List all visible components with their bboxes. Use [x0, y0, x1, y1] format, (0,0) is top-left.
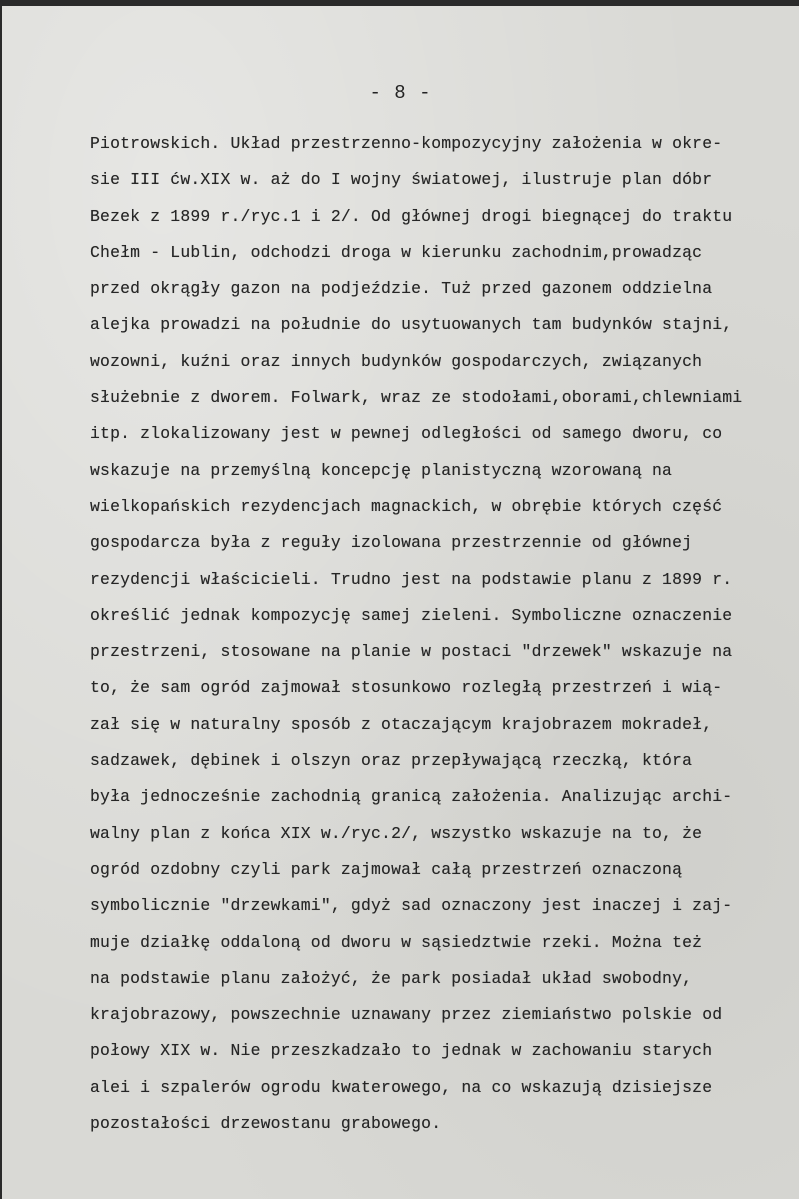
- text-line: sie III ćw.XIX w. aż do I wojny światowej, ilustruje plan dóbr: [90, 170, 713, 190]
- page-number: - 8 -: [369, 82, 432, 104]
- text-line: muje działkę oddaloną od dworu w sąsiedztwie rzeki. Można też: [90, 932, 703, 952]
- document-page: [2, 6, 799, 1199]
- text-line: służebnie z dworem. Folwark, wraz ze stodołami,oborami,chlewniami: [90, 388, 743, 408]
- text-line: była jednocześnie zachodnią granicą założenia. Analizując archi-: [90, 787, 733, 807]
- text-line: zał się w naturalny sposób z otaczającym krajobrazem mokradeł,: [90, 714, 713, 734]
- text-line: wskazuje na przemyślną koncepcję planistyczną wzorowaną na: [90, 460, 673, 480]
- text-line: sadzawek, dębinek i olszyn oraz przepływającą rzeczką, która: [90, 751, 693, 771]
- text-line: wozowni, kuźni oraz innych budynków gospodarczych, związanych: [90, 351, 703, 371]
- text-line: Chełm - Lublin, odchodzi droga w kierunku zachodnim,prowadząc: [90, 242, 703, 262]
- body-text: [90, 126, 790, 1142]
- text-line: pozostałości drzewostanu grabowego.: [90, 1114, 442, 1134]
- text-line: alejka prowadzi na południe do usytuowanych tam budynków stajni,: [90, 315, 733, 335]
- text-line: Bezek z 1899 r./ryc.1 i 2/. Od głównej drogi biegnącej do traktu: [90, 206, 733, 226]
- text-line: wielkopańskich rezydencjach magnackich, w obrębie których część: [90, 496, 723, 516]
- text-line: krajobrazowy, powszechnie uznawany przez ziemiaństwo polskie od: [90, 1005, 723, 1025]
- text-line: ogród ozdobny czyli park zajmował całą przestrzeń oznaczoną: [90, 859, 683, 879]
- text-line: na podstawie planu założyć, że park posiadał układ swobodny,: [90, 968, 693, 988]
- text-line: itp. zlokalizowany jest w pewnej odległości od samego dworu, co: [90, 424, 723, 444]
- text-line: walny plan z końca XIX w./ryc.2/, wszystko wskazuje na to, że: [90, 823, 703, 843]
- text-line: połowy XIX w. Nie przeszkadzało to jednak w zachowaniu starych: [90, 1041, 713, 1061]
- text-line: przestrzeni, stosowane na planie w postaci "drzewek" wskazuje na: [90, 642, 733, 662]
- text-line: przed okrągły gazon na podjeździe. Tuż przed gazonem oddzielna: [90, 279, 713, 299]
- text-line: to, że sam ogród zajmował stosunkowo rozległą przestrzeń i wią-: [90, 678, 723, 698]
- text-line: symbolicznie "drzewkami", gdyż sad oznaczony jest inaczej i zaj-: [90, 896, 733, 916]
- text-line: określić jednak kompozycję samej zieleni. Symboliczne oznaczenie: [90, 605, 733, 625]
- text-line: rezydencji właścicieli. Trudno jest na podstawie planu z 1899 r.: [90, 569, 733, 589]
- text-line: gospodarcza była z reguły izolowana przestrzennie od głównej: [90, 533, 693, 553]
- text-line: alei i szpalerów ogrodu kwaterowego, na co wskazują dzisiejsze: [90, 1077, 713, 1097]
- text-line: Piotrowskich. Układ przestrzenno-kompozycyjny założenia w okre-: [90, 134, 723, 153]
